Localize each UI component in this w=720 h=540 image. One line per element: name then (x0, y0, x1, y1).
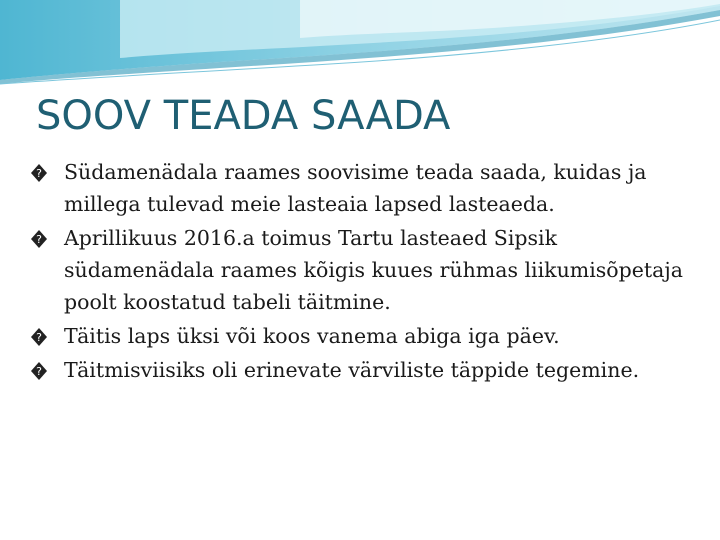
svg-text:?: ? (36, 167, 42, 180)
bullet-item (30, 222, 702, 318)
header-wave-decoration (0, 0, 720, 90)
bullet-text: Täitis laps üksi või koos vanema abiga iga päev. (64, 324, 560, 348)
missing-glyph-icon (30, 229, 48, 249)
missing-glyph-icon (30, 163, 48, 183)
missing-glyph-icon (30, 361, 48, 381)
bullet-item (30, 156, 702, 220)
bullet-item (30, 320, 702, 352)
svg-text:?: ? (36, 331, 42, 344)
bullet-text: Aprillikuus 2016.a toimus Tartu lasteaed Sipsik südamenädala raames kõigis kuues rühmas liikumisõpetaja poolt koostatud tabeli täitmine. (64, 226, 683, 314)
bullet-list (30, 156, 702, 388)
bullet-text: Täitmisviisiks oli erinevate värviliste täppide tegemine. (64, 358, 640, 382)
slide-title: SOOV TEADA SAADA (36, 93, 451, 139)
bullet-text: Südamenädala raames soovisime teada saada, kuidas ja millega tulevad meie lasteaia lapsed lasteaeda. (64, 160, 647, 216)
missing-glyph-icon (30, 327, 48, 347)
bullet-item (30, 354, 702, 386)
svg-text:?: ? (36, 365, 42, 378)
svg-text:?: ? (36, 233, 42, 246)
